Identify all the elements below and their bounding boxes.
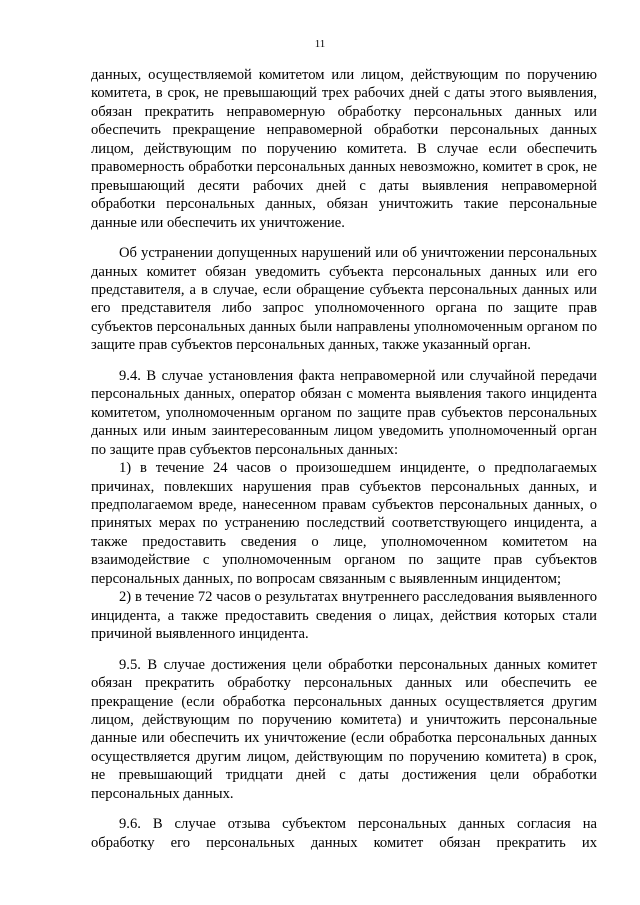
list-item-1: 1) в течение 24 часов о произошедшем инциденте, о предполагаемых причинах, повлекших нарушения прав субъектов персональных данных, и предполагаемом вреде, нанесенном правам субъектов персональных данных, о принятых мерах по устранению последствий соответствующего инцидента, а также предоставить сведения о лице, уполномоченном комитетом на взаимодействие с уполномоченным органом по защите прав субъектов персональных данных, по вопросам связанным с выявленным инцидентом; [91,460,597,587]
paragraph-9-6: 9.6. В случае отзыва субъектом персональных данных согласия на обработку его персональных данных комитет обязан прекратить их [91,816,597,851]
list-item-2: 2) в течение 72 часов о результатах внутреннего расследования выявленного инцидента, а также предоставить сведения о лицах, действия которых стали причиной выявленного инцидента. [91,589,597,643]
document-body [91,66,597,852]
paragraph-notification: Об устранении допущенных нарушений или об уничтожении персональных данных комитет обязан уведомить субъекта персональных данных или его представителя, а в случае, если обращение субъекта персональных данных или его представителя либо запрос уполномоченного органа по защите прав субъектов персональных данных были направлены уполномоченным органом по защите прав субъектов персональных данных, также указанный орган. [91,245,597,354]
page-number: 11 [314,38,326,50]
paragraph-9-5: 9.5. В случае достижения цели обработки персональных данных комитет обязан прекратить обработку персональных данных или обеспечить ее прекращение (если обработка персональных данных осуществляется другим лицом, действующим по поручению комитета) и уничтожить персональные данные или обеспечить их уничтожение (если обработка персональных данных осуществляется другим лицом, действующим по поручению комитета) в срок, не превышающий тридцати дней с даты достижения цели обработки персональных данных. [91,656,597,802]
paragraph-9-4: 9.4. В случае установления факта неправомерной или случайной передачи персональных данных, оператор обязан с момента выявления такого инцидента комитетом, уполномоченным органом по защите прав субъектов персональных данных или иным заинтересованным лицом уведомить уполномоченный орган по защите прав субъектов персональных данных: [91,367,597,458]
paragraph-continuation: данных, осуществляемой комитетом или лицом, действующим по поручению комитета, в срок, не превышающий трех рабочих дней с даты этого выявления, обязан прекратить неправомерную обработку персональных данных или обеспечить прекращение неправомерной обработки персональных данных лицом, действующим по поручению комитета. В случае если обеспечить правомерность обработки персональных данных невозможно, комитет в срок, не превышающий десяти рабочих дней с даты выявления неправомерной обработки персональных данных, обязан уничтожить такие персональные данные или обеспечить их уничтожение. [91,67,597,231]
